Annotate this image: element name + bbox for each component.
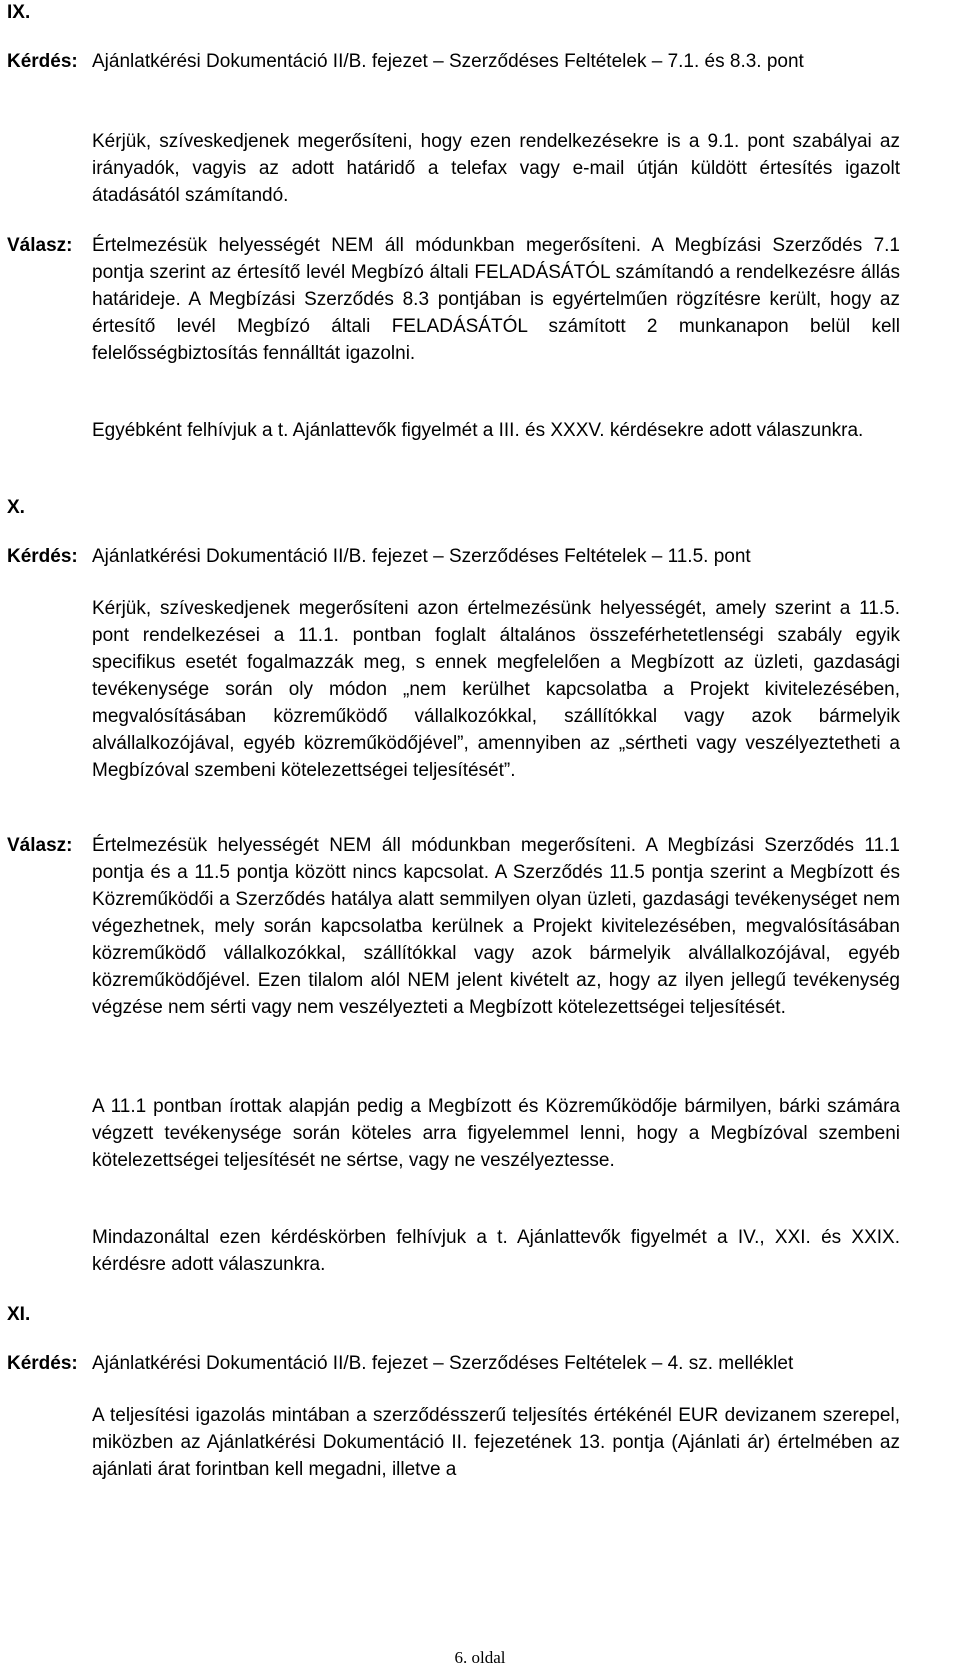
- answer-label-ix: Válasz:: [7, 235, 73, 256]
- question-label-x: Kérdés:: [7, 546, 78, 567]
- answer-paragraph-ix-1: Értelmezésük helyességét NEM áll módunkban megerősíteni. A Megbízási Szerződés 7.1 pontja szerint az értesítő levél Megbízó általi FELADÁSÁTÓL számítandó a rendelkezésre állás határideje. A Megbízási Szerződés 8.3 pontjában is egyértelműen rögzítésre került, hogy az értesítő levél Megbízó általi FELADÁSÁTÓL számított 2 munkanapon belül kell felelősségbiztosítás fennálltát igazolni.: [92, 235, 900, 364]
- answer-paragraph-x-2: A 11.1 pontban írottak alapján pedig a Megbízott és Közreműködője bármilyen, bárki számára végzett tevékenysége során köteles arra figyelemmel lenni, hogy a Megbízóval szembeni kötelezettségei teljesítését ne sértse, vagy ne veszélyeztesse.: [92, 1096, 900, 1171]
- question-title-xi: Ajánlatkérési Dokumentáció II/B. fejezet – Szerződéses Feltételek – 4. sz. melléklet: [92, 1353, 794, 1374]
- question-title-x: Ajánlatkérési Dokumentáció II/B. fejezet – Szerződéses Feltételek – 11.5. pont: [92, 546, 751, 567]
- question-title-ix: Ajánlatkérési Dokumentáció II/B. fejezet – Szerződéses Feltételek – 7.1. és 8.3. pont: [92, 51, 804, 72]
- question-body-x: Kérjük, szíveskedjenek megerősíteni azon értelmezésünk helyességét, amely szerint a 11.5. pont rendelkezései a 11.1. pontban foglalt általános összeférhetetlenségi szabály egyik specifikus esetét fogalmazzák meg, s ennek megfelelően a Megbízott az üzleti, gazdasági tevékenysége során oly módon „nem kerülhet kapcsolatba a Projekt kivitelezésében, megvalósításában közreműködő vállalkozókkal, szállítókkal vagy azok bármelyik alvállalkozójával, egyéb közreműködőjével”, amennyiben az „sértheti vagy veszélyeztetheti a Megbízóval szembeni kötelezettségei teljesítését”.: [92, 598, 900, 781]
- section-number-ix: IX.: [7, 2, 31, 23]
- answer-paragraph-x-1: Értelmezésük helyességét NEM áll módunkban megerősíteni. A Megbízási Szerződés 11.1 pontja és a 11.5 pontja között nincs kapcsolat. A Szerződés 11.5 pontja szerint a Megbízott és Közreműködői a Szerződés hatálya alatt semmilyen olyan üzleti, gazdasági tevékenységet nem végezhetnek, mely során kapcsolatba kerülnek a Projekt kivitelezésében, megvalósításában közreműködő vállalkozókkal, szállítókkal vagy azok bármelyik alvállalkozójával, egyéb közreműködőjével. Ezen tilalom alól NEM jelent kivételt az, hogy az ilyen jellegű tevékenység végzése nem sérti vagy nem veszélyezteti a Megbízott kötelezettségei teljesítését.: [92, 835, 900, 1018]
- question-label-xi: Kérdés:: [7, 1353, 78, 1374]
- question-body-xi: A teljesítési igazolás mintában a szerződésszerű teljesítés értékénél EUR devizanem szerepel, miközben az Ajánlatkérési Dokumentáció II. fejezetének 13. pontja (Ajánlati ár) értelmében az ajánlati árat forintban kell megadni, illetve a: [92, 1405, 900, 1480]
- question-label-ix: Kérdés:: [7, 51, 78, 72]
- question-body-ix: Kérjük, szíveskedjenek megerősíteni, hogy ezen rendelkezésekre is a 9.1. pont szabályai az irányadók, vagyis az adott határidő a telefax vagy e-mail útján küldött értesítés igazolt átadásától számítandó.: [92, 131, 900, 206]
- answer-paragraph-x-3: Mindazonáltal ezen kérdéskörben felhívjuk a t. Ajánlattevők figyelmét a IV., XXI. és XXIX. kérdésre adott válaszunkra.: [92, 1227, 900, 1275]
- answer-label-x: Válasz:: [7, 835, 73, 856]
- answer-paragraph-ix-2: Egyébként felhívjuk a t. Ajánlattevők figyelmét a III. és XXXV. kérdésekre adott válaszunkra.: [92, 420, 864, 441]
- section-number-x: X.: [7, 497, 25, 518]
- page-number: 6. oldal: [454, 1648, 506, 1667]
- section-number-xi: XI.: [7, 1304, 31, 1325]
